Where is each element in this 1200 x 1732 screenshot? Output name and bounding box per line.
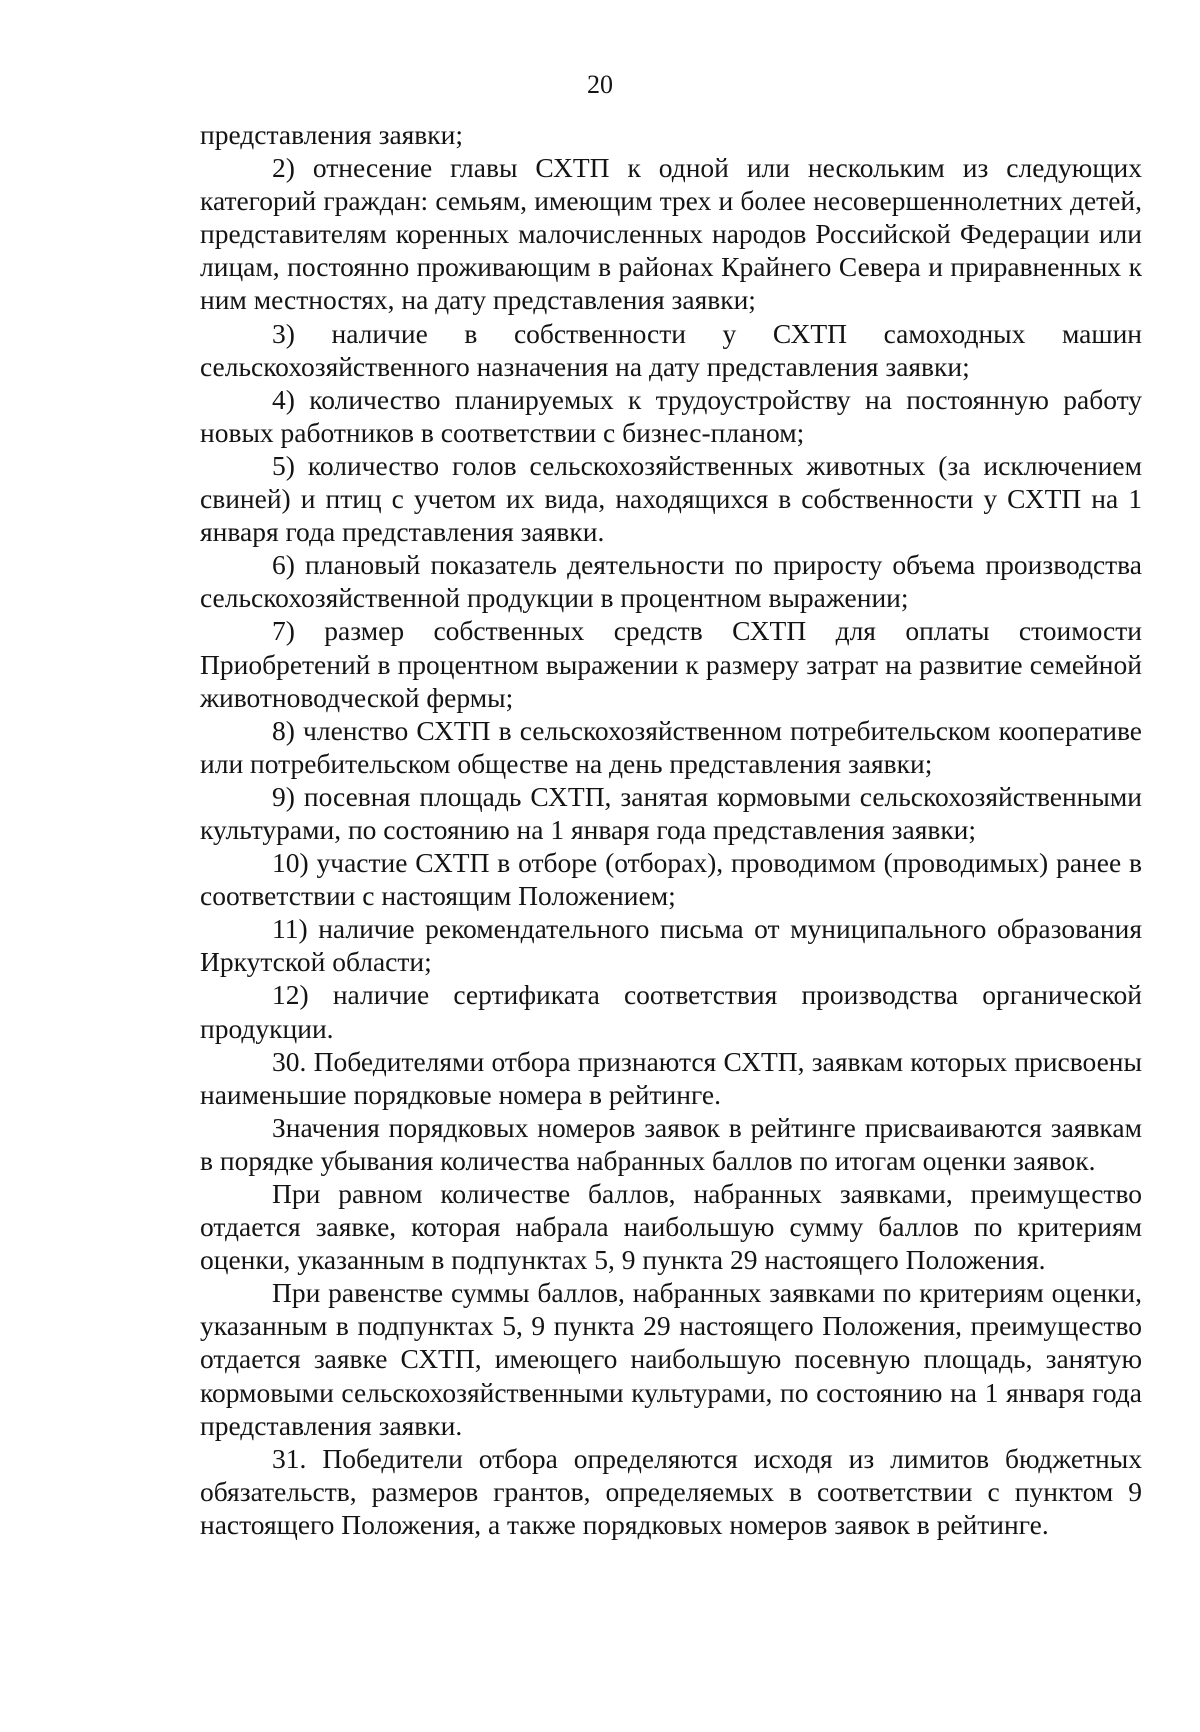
paragraph-clause-30: 30. Победителями отбора признаются СХТП, заявкам которых присвоены наименьшие порядковые номера в рейтинге. bbox=[200, 1045, 1142, 1110]
paragraph-criterion-12: 12) наличие сертификата соответствия производства органической продукции. bbox=[200, 979, 1142, 1044]
paragraph-criterion-11: 11) наличие рекомендательного письма от муниципального образования Иркутской области; bbox=[200, 913, 1142, 978]
paragraph-criterion-9: 9) посевная площадь СХТП, занятая кормовыми сельскохозяйственными культурами, по состоянию на 1 января года представления заявки; bbox=[200, 780, 1142, 845]
paragraph-criterion-7: 7) размер собственных средств СХТП для оплаты стоимости Приобретений в процентном выражении к размеру затрат на развитие семейной животноводческой фермы; bbox=[200, 615, 1142, 713]
paragraph-criterion-3: 3) наличие в собственности у СХТП самоходных машин сельскохозяйственного назначения на дату представления заявки; bbox=[200, 317, 1142, 382]
document-body bbox=[200, 118, 1142, 1541]
paragraph-clause-31: 31. Победители отбора определяются исходя из лимитов бюджетных обязательств, размеров грантов, определяемых в соответствии с пунктом 9 настоящего Положения, а также порядковых номеров заявок в рейтинге. bbox=[200, 1442, 1142, 1540]
paragraph-criterion-2: 2) отнесение главы СХТП к одной или нескольким из следующих категорий граждан: семьям, имеющим трех и более несовершеннолетних детей, представителям коренных малочисленных народов Российской Федерации или лицам, постоянно проживающим в районах Крайнего Севера и приравненных к ним местностях, на дату представления заявки; bbox=[200, 152, 1142, 316]
paragraph-criterion-6: 6) плановый показатель деятельности по приросту объема производства сельскохозяйственной продукции в процентном выражении; bbox=[200, 549, 1142, 614]
paragraph-rating-order: Значения порядковых номеров заявок в рейтинге присваиваются заявкам в порядке убывания количества набранных баллов по итогам оценки заявок. bbox=[200, 1111, 1142, 1176]
paragraph-equal-points: При равном количестве баллов, набранных заявками, преимущество отдается заявке, которая набрала наибольшую сумму баллов по критериям оценки, указанным в подпунктах 5, 9 пункта 29 настоящего Положения. bbox=[200, 1178, 1142, 1276]
paragraph-criterion-8: 8) членство СХТП в сельскохозяйственном потребительском кооперативе или потребительском обществе на день представления заявки; bbox=[200, 714, 1142, 779]
paragraph-criterion-10: 10) участие СХТП в отборе (отборах), проводимом (проводимых) ранее в соответствии с настоящим Положением; bbox=[200, 847, 1142, 912]
paragraph-criterion-5: 5) количество голов сельскохозяйственных животных (за исключением свиней) и птиц с учетом их вида, находящихся в собственности у СХТП на 1 января года представления заявки. bbox=[200, 449, 1142, 548]
page-number: 20 bbox=[587, 70, 613, 99]
paragraph-continuation: представления заявки; bbox=[200, 119, 463, 150]
paragraph-equal-sum: При равенстве суммы баллов, набранных заявками по критериям оценки, указанным в подпунктах 5, 9 пункта 29 настоящего Положения, преимущество отдается заявке СХТП, имеющего наибольшую посевную площадь, занятую кормовыми сельскохозяйственными культурами, по состоянию на 1 января года представления заявки. bbox=[200, 1277, 1142, 1441]
paragraph-criterion-4: 4) количество планируемых к трудоустройству на постоянную работу новых работников в соответствии с бизнес-планом; bbox=[200, 383, 1142, 448]
